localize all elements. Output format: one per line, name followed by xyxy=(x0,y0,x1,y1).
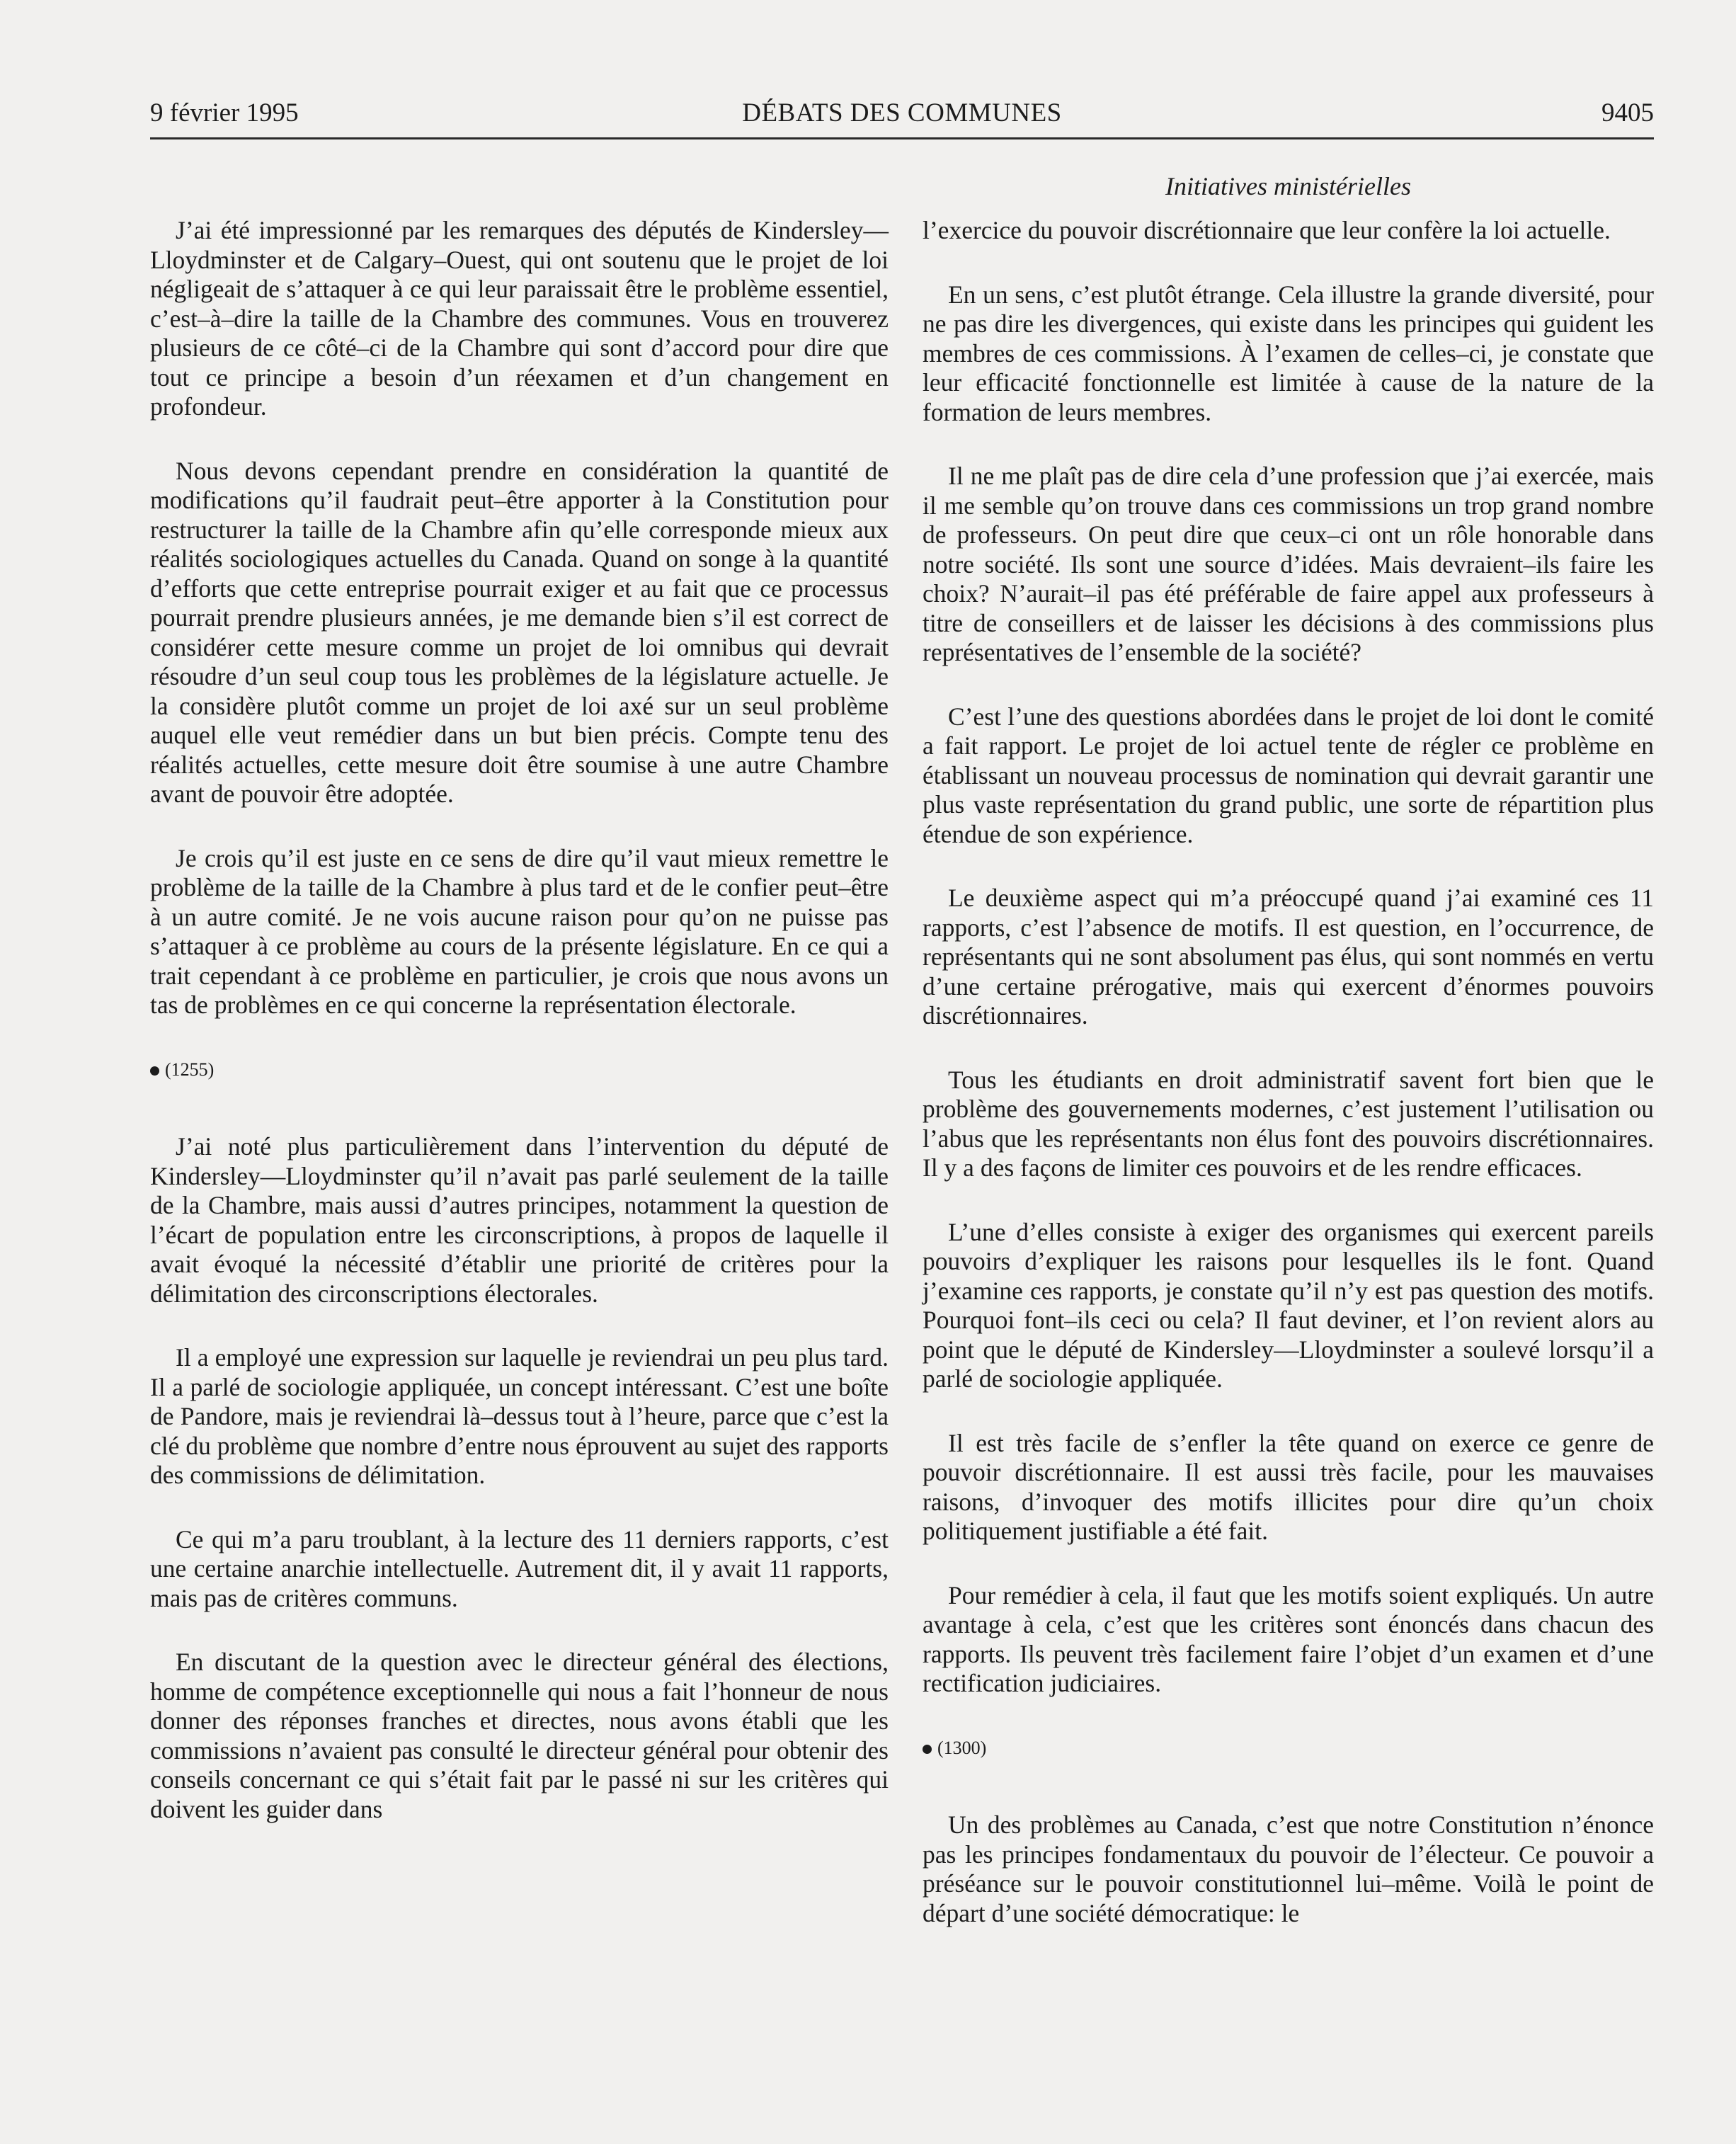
page-number: 9405 xyxy=(1601,98,1654,127)
time-marker xyxy=(150,1055,889,1085)
header-rule xyxy=(150,137,1654,139)
paragraph: Il ne me plaît pas de dire cela d’une profession que j’ai exercée, mais il me semble qu’on trouve dans ces commissions un trop grand nombre de professeurs. On peut dire que ceux–ci ont un rôle honorable dans notre société. Ils sont une source d’idées. Mais devraient–ils faire les choix? N’aurait–il pas été préférable de faire appel aux professeurs à titre de conseillers et de laisser les décisions à des commissions plus représentatives de l’ensemble de la société? xyxy=(923,462,1654,666)
page-header xyxy=(150,98,1654,135)
section-title: Initiatives ministérielles xyxy=(1165,172,1411,200)
time-marker xyxy=(923,1733,1654,1763)
paragraph: Il a employé une expression sur laquelle je reviendrai un peu plus tard. Il a parlé de sociologie appliquée, un concept intéressant. C’est une boîte de Pandore, mais je reviendrai là–dessus tout à l’heure, parce que c’est la clé du problème que nombre d’entre nous éprouvent au sujet des rapports des commissions de délimitation. xyxy=(150,1343,889,1489)
bullet-icon xyxy=(150,1066,159,1076)
paragraph: J’ai noté plus particulièrement dans l’intervention du député de Kindersley—Lloydminster qu’il n’avait pas parlé seulement de la taille de la Chambre, mais aussi d’autres principes, notamment la question de l’écart de population entre les circonscriptions, à propos de laquelle il avait évoqué la nécessité d’établir une priorité de critères pour la délimitation des circonscriptions électorales. xyxy=(150,1132,889,1308)
paragraph: En un sens, c’est plutôt étrange. Cela illustre la grande diversité, pour ne pas dire les divergences, qui existe dans les principes qui guident les membres de ces commissions. À l’examen de celles–ci, je constate que leur efficacité fonctionnelle est limitée à cause de la nature de la formation de leurs membres. xyxy=(923,280,1654,426)
publication-title: DÉBATS DES COMMUNES xyxy=(742,98,1062,127)
paragraph: Pour remédier à cela, il faut que les motifs soient expliqués. Un autre avantage à cela, c’est que les critères sont énoncés dans chacun des rapports. Ils peuvent très facilement faire l’objet d’un examen et d’une rectification judiciaires. xyxy=(923,1580,1654,1697)
paragraph: Ce qui m’a paru troublant, à la lecture des 11 derniers rapports, c’est une certaine anarchie intellectuelle. Autrement dit, il y avait 11 rapports, mais pas de critères communs. xyxy=(150,1524,889,1612)
time-marker-label: (1300) xyxy=(937,1737,987,1758)
paragraph: Tous les étudiants en droit administratif savent fort bien que le problème des gouvernements modernes, c’est justement l’utilisation ou l’abus que les représentants non élus font des pouvoirs discrétionnaires. Il y a des façons de limiter ces pouvoirs et de les rendre efficaces. xyxy=(923,1065,1654,1182)
paragraph: C’est l’une des questions abordées dans le projet de loi dont le comité a fait rapport. Le projet de loi actuel tente de régler ce problème en établissant un nouveau processus de nomination qui devrait garantir une plus vaste représentation du grand public, une sorte de répartition plus étendue de son expérience. xyxy=(923,702,1654,848)
left-column xyxy=(150,216,889,1859)
paragraph: J’ai été impressionné par les remarques des députés de Kindersley—Lloydminster et de Calgary–Ouest, qui ont soutenu que le projet de loi négligeait de s’attaquer à ce qui leur paraissait être le problème essentiel, c’est–à–dire la taille de la Chambre des communes. Vous en trouverez plusieurs de ce côté–ci de la Chambre qui sont d’accord pour dire que tout ce principe a besoin d’un réexamen et d’un changement en profondeur. xyxy=(150,216,889,421)
paragraph: Il est très facile de s’enfler la tête quand on exerce ce genre de pouvoir discrétionnaire. Il est aussi très facile, pour les mauvaises raisons, d’invoquer des motifs illicites pour dire qu’un choix politiquement justifiable a été fait. xyxy=(923,1428,1654,1545)
time-marker-label: (1255) xyxy=(165,1059,215,1080)
bullet-icon xyxy=(923,1745,932,1754)
right-column xyxy=(923,216,1654,1963)
paragraph: Je crois qu’il est juste en ce sens de dire qu’il vaut mieux remettre le problème de la taille de la Chambre à plus tard et de le confier peut–être à un autre comité. Je ne vois aucune raison pour qu’on ne puisse pas s’attaquer à ce problème au cours de la présente législature. En ce qui a trait cependant à ce problème en particulier, je crois que nous avons un tas de problèmes en ce qui concerne la représentation électorale. xyxy=(150,843,889,1019)
paragraph: Le deuxième aspect qui m’a préoccupé quand j’ai examiné ces 11 rapports, c’est l’absence de motifs. Il est question, en l’occurrence, de représentants qui ne sont absolument pas élus, qui sont nommés en vertu d’une certaine prérogative, mais qui exercent d’énormes pouvoirs discrétionnaires. xyxy=(923,884,1654,1030)
paragraph: Un des problèmes au Canada, c’est que notre Constitution n’énonce pas les principes fondamentaux du pouvoir de l’électeur. Ce pouvoir a préséance sur le pouvoir constitutionnel lui–même. Voilà le point de départ d’une société démocratique: le xyxy=(923,1811,1654,1927)
paragraph: Nous devons cependant prendre en considération la quantité de modifications qu’il faudrait peut–être apporter à la Constitution pour restructurer la taille de la Chambre afin qu’elle corresponde mieux aux réalités sociologiques actuelles du Canada. Quand on songe à la quantité d’efforts que cette entreprise pourrait exiger et au fait que ce processus pourrait prendre plusieurs années, je me demande bien s’il est correct de considérer cette mesure comme un projet de loi omnibus qui devrait résoudre d’un seul coup tous les problèmes de la législature actuelle. Je la considère plutôt comme un projet de loi axé sur un seul problème auquel elle veut remédier dans un but bien précis. Compte tenu des réalités actuelles, cette mesure doit être soumise à une autre Chambre avant de pouvoir être adoptée. xyxy=(150,456,889,808)
paragraph: L’une d’elles consiste à exiger des organismes qui exercent pareils pouvoirs d’expliquer les raisons pour lesquelles ils le font. Quand j’examine ces rapports, je constate qu’il n’y est pas question des motifs. Pourquoi font–ils ceci ou cela? Il faut deviner, et l’on revient alors au point que le député de Kindersley—Lloydminster a soulevé lorsqu’il a parlé de sociologie appliquée. xyxy=(923,1217,1654,1393)
paragraph: En discutant de la question avec le directeur général des élections, homme de compétence exceptionnelle qui nous a fait l’honneur de nous donner des réponses franches et directes, nous avons établi que les commissions n’avaient pas consulté le directeur général pour obtenir des conseils concernant ce qui s’était fait par le passé ni sur les critères qui doivent les guider dans xyxy=(150,1648,889,1823)
header-date: 9 février 1995 xyxy=(150,98,299,127)
paragraph: l’exercice du pouvoir discrétionnaire que leur confère la loi actuelle. xyxy=(923,216,1611,244)
